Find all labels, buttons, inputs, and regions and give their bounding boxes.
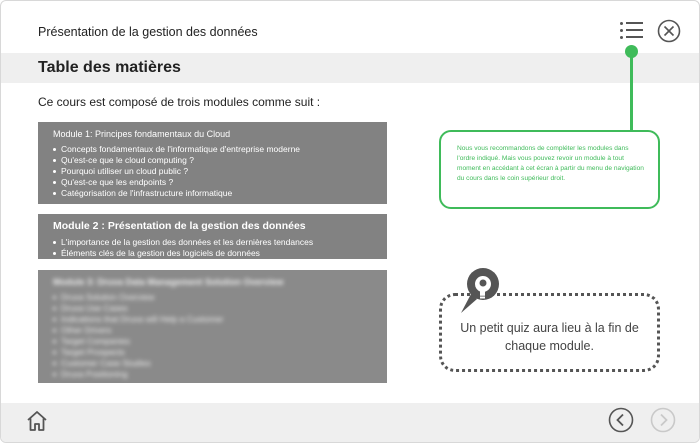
header	[1, 1, 700, 53]
callout-connector	[630, 52, 633, 131]
module-title: Module 2 : Présentation de la gestion des données	[53, 220, 306, 232]
module-3-card	[38, 270, 387, 383]
lightbulb-pin-icon	[453, 263, 505, 315]
module-1-card[interactable]	[38, 122, 387, 204]
navigation-tip-callout	[439, 130, 660, 209]
callout-anchor-dot	[625, 45, 638, 58]
list-item: Catégorisation de l'infrastructure informatique	[53, 188, 387, 199]
list-item: Indications that Druva will Help a Customer	[53, 314, 387, 325]
list-item: Qu'est-ce que les endpoints ?	[53, 177, 387, 188]
module-3-blurred-content	[38, 277, 387, 380]
close-icon[interactable]	[657, 19, 681, 43]
list-item: Druva Use Cases	[53, 303, 387, 314]
list-item: Concepts fondamentaux de l'informatique d'entreprise moderne	[53, 144, 387, 155]
list-item: Druva Positioning	[53, 369, 387, 380]
footer-bar	[1, 403, 700, 443]
list-item: Other Drivers	[53, 325, 387, 336]
module-topics	[53, 237, 387, 259]
module-topics	[53, 292, 387, 380]
module-topics	[53, 144, 387, 199]
module-title: Module 3: Druva Data Management Solution Overview	[53, 277, 284, 287]
intro-text: Ce cours est composé de trois modules comme suit :	[38, 95, 321, 109]
list-item: L'importance de la gestion des données et les dernières tendances	[53, 237, 387, 248]
page-title: Table des matières	[38, 59, 181, 76]
list-item: Target Prospects	[53, 347, 387, 358]
chevron-left-icon[interactable]	[608, 407, 634, 433]
list-item: Éléments clés de la gestion des logiciels de données	[53, 248, 387, 259]
list-item: Target Companies	[53, 336, 387, 347]
course-title: Présentation de la gestion des données	[38, 25, 258, 39]
quiz-text: Un petit quiz aura lieu à la fin de chaque module.	[460, 321, 639, 353]
chevron-right-icon	[650, 407, 676, 433]
module-2-card[interactable]	[38, 214, 387, 259]
tip-text: Nous vous recommandons de compléter les modules dans l'ordre indiqué. Mais vous pouvez revoir un module à tout moment en accédant à cet écran à partir du menu de navigation du cours dans le coin supérieur droit.	[457, 145, 644, 182]
list-item: Druva Solution Overview	[53, 292, 387, 303]
module-title: Module 1: Principes fondamentaux du Cloud	[53, 129, 231, 139]
list-item: Customer Case Studies	[53, 358, 387, 369]
list-item: Pourquoi utiliser un cloud public ?	[53, 166, 387, 177]
menu-list-icon[interactable]	[617, 19, 645, 41]
list-item: Qu'est-ce que le cloud computing ?	[53, 155, 387, 166]
home-icon[interactable]	[25, 408, 49, 434]
